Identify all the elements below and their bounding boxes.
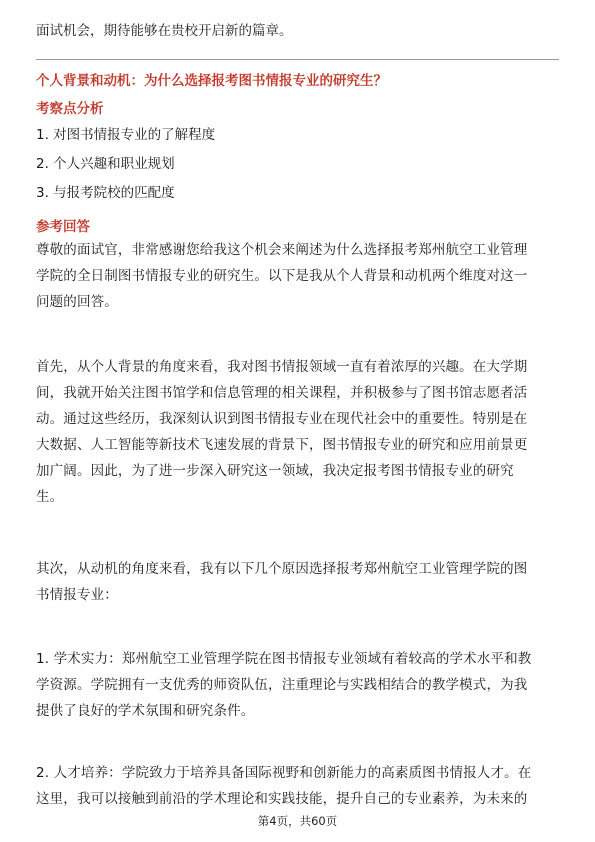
analysis-heading: 考察点分析 bbox=[36, 101, 104, 117]
paragraph-line: 学资源。学院拥有一支优秀的师资队伍，注重理论与实践相结合的教学模式，为我 bbox=[36, 677, 528, 693]
paragraph-line: 动。通过这些经历，我深刻认识到图书情报专业在现代社会中的重要性。特别是在 bbox=[36, 411, 528, 427]
paragraph-line: 大数据、人工智能等新技术飞速发展的背景下，图书情报专业的研究和应用前景更 bbox=[36, 437, 528, 453]
section-divider bbox=[36, 59, 559, 60]
paragraph-line: 书情报专业： bbox=[36, 587, 118, 603]
analysis-point: 1. 对图书情报专业的了解程度 bbox=[36, 127, 216, 143]
analysis-point: 2. 个人兴趣和职业规划 bbox=[36, 156, 175, 172]
question-title: 个人背景和动机：为什么选择报考图书情报专业的研究生？ bbox=[36, 73, 387, 89]
paragraph-line: 提供了良好的学术氛围和研究条件。 bbox=[36, 703, 255, 719]
paragraph-line: 1. 学术实力：郑州航空工业管理学院在图书情报专业领域有着较高的学术水平和教 bbox=[36, 651, 532, 667]
paragraph-line: 加广阔。因此，为了进一步深入研究这一领域，我决定报考图书情报专业的研究 bbox=[36, 463, 514, 479]
paragraph-line: 尊敬的面试官，非常感谢您给我这个机会来阐述为什么选择报考郑州航空工业管理 bbox=[36, 242, 528, 258]
answer-paragraph bbox=[36, 237, 559, 315]
analysis-point: 3. 与报考院校的匹配度 bbox=[36, 185, 175, 201]
previous-answer-ending: 面试机会，期待能够在贵校开启新的篇章。 bbox=[36, 23, 293, 39]
paragraph-line: 生。 bbox=[36, 489, 64, 505]
answer-paragraph bbox=[36, 354, 559, 510]
paragraph-line: 间，我就开始关注图书馆学和信息管理的相关课程，并积极参与了图书馆志愿者活 bbox=[36, 385, 528, 401]
paragraph-line: 学院的全日制图书情报专业的研究生。以下是我从个人背景和动机两个维度对这一 bbox=[36, 268, 528, 284]
paragraph-line: 2. 人才培养：学院致力于培养具备国际视野和创新能力的高素质图书情报人才。在 bbox=[36, 765, 532, 781]
answer-paragraph bbox=[36, 760, 559, 812]
paragraph-line: 这里，我可以接触到前沿的学术理论和实践技能，提升自己的专业素养，为未来的 bbox=[36, 791, 528, 807]
answer-paragraph bbox=[36, 646, 559, 724]
page-number: 第4页，共60页 bbox=[257, 814, 338, 828]
answer-heading: 参考回答 bbox=[36, 219, 90, 235]
paragraph-line: 首先，从个人背景的角度来看，我对图书情报领域一直有着浓厚的兴趣。在大学期 bbox=[36, 359, 528, 375]
paragraph-line: 问题的回答。 bbox=[36, 294, 118, 310]
paragraph-line: 其次，从动机的角度来看，我有以下几个原因选择报考郑州航空工业管理学院的图 bbox=[36, 561, 528, 577]
answer-paragraph bbox=[36, 556, 559, 608]
